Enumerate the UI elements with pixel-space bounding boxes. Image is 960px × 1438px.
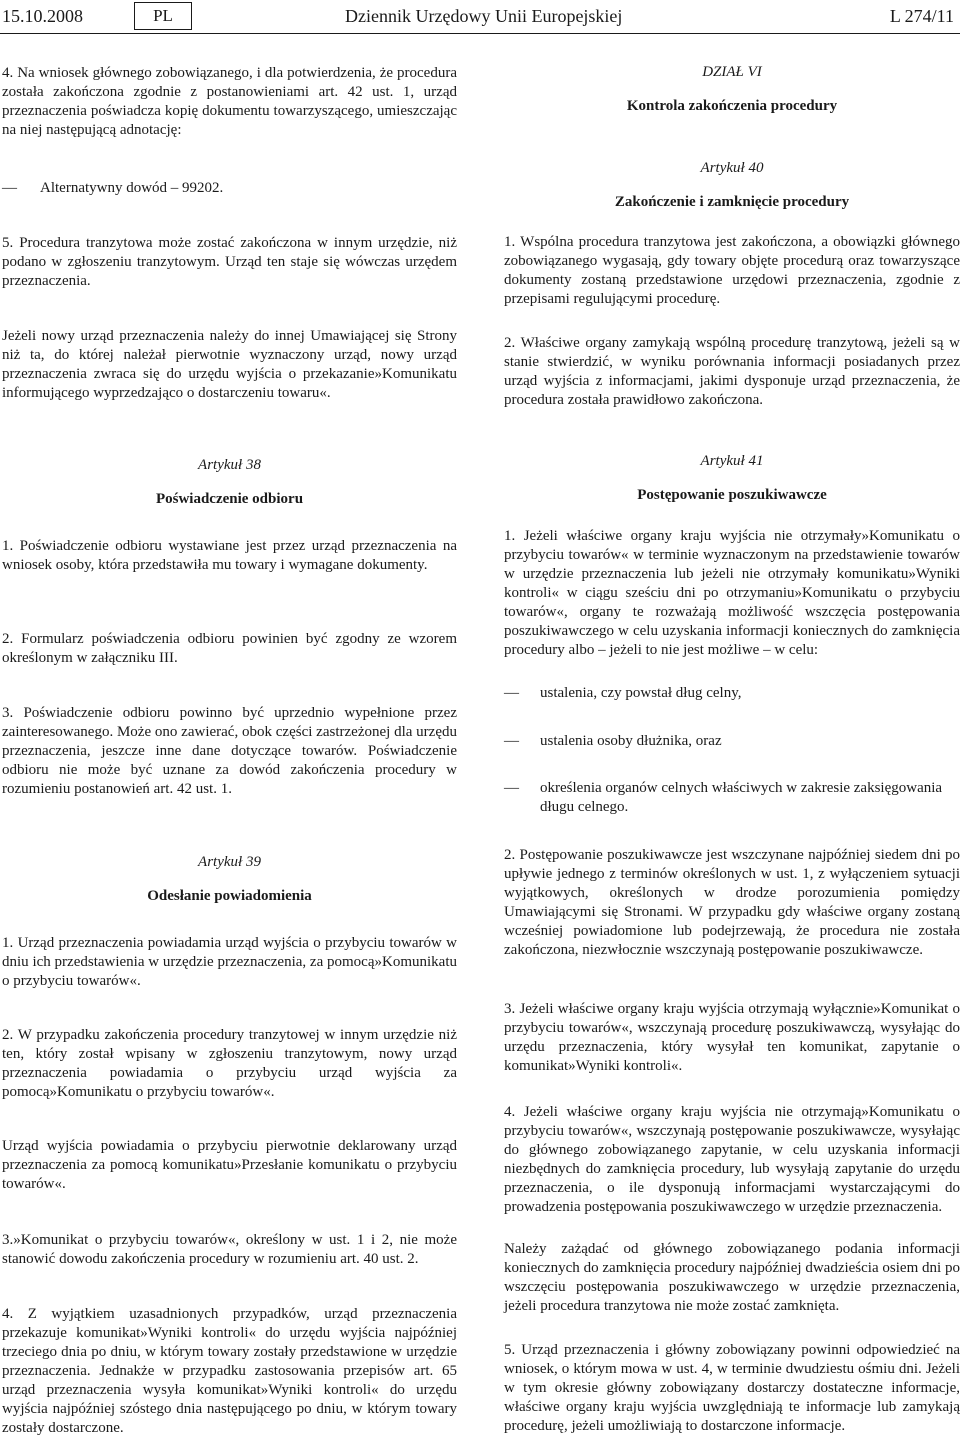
article-41-para-3: 3. Jeżeli właściwe organy kraju wyjścia otrzymają wyłącznie»Komunikat o przybyciu towarów«, wszczynają procedurę poszukiwawczą, wysyłając do urzędu przeznaczenia, który wysyłał ten komunikat, zapytanie o komunikat»Wyniki kontroli«. [504,1001,960,1074]
article-39-number: Artykuł 39 [198,854,261,870]
section-number: DZIAŁ VI [702,64,762,80]
article-41-number: Artykuł 41 [700,453,764,469]
dash-marker: — [504,780,519,796]
alternative-proof-text: Alternatywny dowód – 99202. [40,180,224,196]
header-rule [0,33,960,34]
article-41-para-1: 1. Jeżeli właściwe organy kraju wyjścia nie otrzymały»Komunikatu o przybyciu towarów« w terminie wyznaczonym na przedstawienie towarów w urzędzie przeznaczenia lub jeżeli nie otrzymały komunikatu»Wyniki kontroli« w ciągu sześciu dni po otrzymaniu»Komunikatu o przybyciu towarów«, organy te rozważają możliwość wszczęcia postępowania poszukiwawczego w celu uzyskania informacji koniecznych do zamknięcia procedury albo – jeżeli to nie jest możliwe – w celu: [504,528,960,658]
paragraph-5: 5. Procedura tranzytowa może zostać zakończona w innym urzędzie, niż podano w zgłoszeniu tranzytowym. Urząd ten staje się wówczas urzędem przeznaczenia. [2,235,457,289]
article-41-para-4: 4. Jeżeli właściwe organy kraju wyjścia nie otrzymają»Komunikatu o przybyciu towarów«, wszczynają postępowanie poszukiwawcze, wysyłając do głównego zobowiązanego zapytanie, w celu uzyskania informacji niezbędnych do zamknięcia procedury, lub wysyłają zapytanie do urzędu przeznaczenia, o ile dysponują informacjami wystarczającymi do prowadzenia postępowania poszukiwawczego w urzędzie przeznaczenia. [504,1104,960,1215]
article-38-para-3: 3. Poświadczenie odbioru powinno być uprzednio wypełnione przez zainteresowanego. Może ono zawierać, obok części zastrzeżonej dla urzędu przeznaczenia, jeszcze inne dane dotyczące towarów. Poświadczenie odbioru nie może być uznane za dowód zakończenia procedury w rozumieniu postanowień art. 42 ust. 1. [2,705,457,797]
language-code-box: PL [134,2,192,30]
article-40-para-1: 1. Wspólna procedura tranzytowa jest zakończona, a obowiązki głównego zobowiązanego wygasają, gdy towary objęte procedurą oraz towarzyszące dokumenty zostaną przedstawione urzędowi przeznaczenia, zgodnie z przepisami regulującymi procedurę. [504,234,960,307]
article-39-title: Odesłanie powiadomienia [147,888,312,904]
dash-marker: — [2,180,17,196]
article-41-para-2: 2. Postępowanie poszukiwawcze jest wszczynane najpóźniej siedem dni po upływie jednego z terminów określonych w ust. 1, z wyłączeniem sytuacji wyjątkowych, określonych w drodze porozumienia pomiędzy Umawiającymi się Stronami. W przypadku gdy właściwe organy zostaną wcześniej powiadomione lub podejrzewają, że procedura nie została zakończona, niezwłocznie wszczynają postępowanie poszukiwawcze. [504,847,960,958]
article-41-para-5: 5. Urząd przeznaczenia i główny zobowiązany powinni odpowiedzieć na wniosek, o którym mowa w ust. 4, w terminie dwudziestu ośmiu dni. Jeżeli w tym okresie główny zobowiązany dostarczy dostateczne informacje, właściwe organy kraju wyjścia uwzględniają te informacje lub zamykają procedurę, jeżeli umożliwiają to dostarczone informacje. [504,1342,960,1434]
dash-marker: — [504,733,519,749]
article-40-para-2: 2. Właściwe organy zamykają wspólną procedurę tranzytową, jeżeli są w stanie stwierdzić, w wyniku porównania informacji posiadanych przez urząd wyjścia z informacjami, jakimi dysponuje urząd przeznaczenia, że procedura została prawidłowo zakończona. [504,335,960,408]
article-39-para-4: 4. Z wyjątkiem uzasadnionych przypadków, urząd przeznaczenia przekazuje komunikat»Wyniki kontroli« do urzędu wyjścia najpóźniej trzeciego dnia po dniu, w którym towary zostały przedstawione w urzędzie przeznaczenia. Jednakże w przypadku zastosowania przepisów art. 65 urząd przeznaczenia wysyła komunikat»Wyniki kontroli« do urzędu wyjścia najpóźniej szóstego dnia następującego po dniu, w którym towary zostały dostarczone. [2,1306,457,1436]
journal-title: Dziennik Urzędowy Unii Europejskiej [345,6,623,26]
page-header [0,0,960,34]
paragraph-5b: Jeżeli nowy urząd przeznaczenia należy do innej Umawiającej się Strony niż ta, do której należał pierwotnie wyznaczony urząd, nowy urząd przeznaczenia zwraca się do urzędu wyjścia o przekazanie»Komunikatu informującego wyprzedzająco o dostarczeniu towaru«. [2,328,457,401]
article-41-para-4b: Należy zażądać od głównego zobowiązanego podania informacji koniecznych do zamknięcia procedury najpóźniej dwadzieścia osiem dni po wszczęciu postępowania poszukiwawczego w urzędzie przeznaczenia, jeżeli procedura tranzytowa nie może zostać zamknięta. [504,1241,960,1314]
article-39-para-2b: Urząd wyjścia powiadamia o przybyciu pierwotnie deklarowany urząd przeznaczenia za pomocą komunikatu»Przesłanie komunikatu o przybyciu towarów«. [2,1138,457,1192]
article-39-para-3: 3.»Komunikat o przybyciu towarów«, określony w ust. 1 i 2, nie może stanowić dowodu zakończenia procedury w rozumieniu art. 40 ust. 2. [2,1232,457,1267]
dash-marker: — [504,685,519,701]
paragraph-4: 4. Na wniosek głównego zobowiązanego, i dla potwierdzenia, że procedura została zakończona zgodnie z postanowieniami art. 42 ust. 1, urząd przeznaczenia poświadcza kopię dokumentu towarzyszącego, umieszczając na niej następującą adnotację: [2,65,457,138]
article-38-title: Poświadczenie odbioru [155,491,304,507]
article-41-title: Postępowanie poszukiwawcze [637,487,827,503]
article-40-number: Artykuł 40 [700,160,764,176]
article-39-para-1: 1. Urząd przeznaczenia powiadamia urząd wyjścia o przybyciu towarów w dniu ich przedstawienia w urzędzie przeznaczenia, za pomocą»Komunikatu o przybyciu towarów«. [2,935,457,989]
article-40-title: Zakończenie i zamknięcie procedury [614,194,850,210]
article-38-para-2: 2. Formularz poświadczenia odbioru powinien być zgodny ze wzorem określonym w załączniku III. [2,631,457,666]
dash-item-text: określenia organów celnych właściwych w zakresie zaksięgowania długu celnego. [540,780,943,815]
dash-item-text: ustalenia, czy powstał dług celny, [540,685,742,701]
article-39-para-2: 2. W przypadku zakończenia procedury tranzytowej w innym urzędzie niż ten, który został wpisany w zgłoszeniu tranzytowym, nowy urząd przeznaczenia powiadamia o przybyciu urząd wyjścia za pomocą»Komunikatu o przybyciu towarów«. [2,1027,457,1100]
publication-date: 15.10.2008 [2,6,83,26]
section-title: Kontrola zakończenia procedury [626,98,838,114]
article-38-number: Artykuł 38 [198,457,261,473]
article-38-para-1: 1. Poświadczenie odbioru wystawiane jest przez urząd przeznaczenia na wniosek osoby, która przedstawiła mu towary i wymagane dokumenty. [2,538,457,573]
page-reference: L 274/11 [889,6,954,26]
dash-item-text: ustalenia osoby dłużnika, oraz [540,733,722,749]
